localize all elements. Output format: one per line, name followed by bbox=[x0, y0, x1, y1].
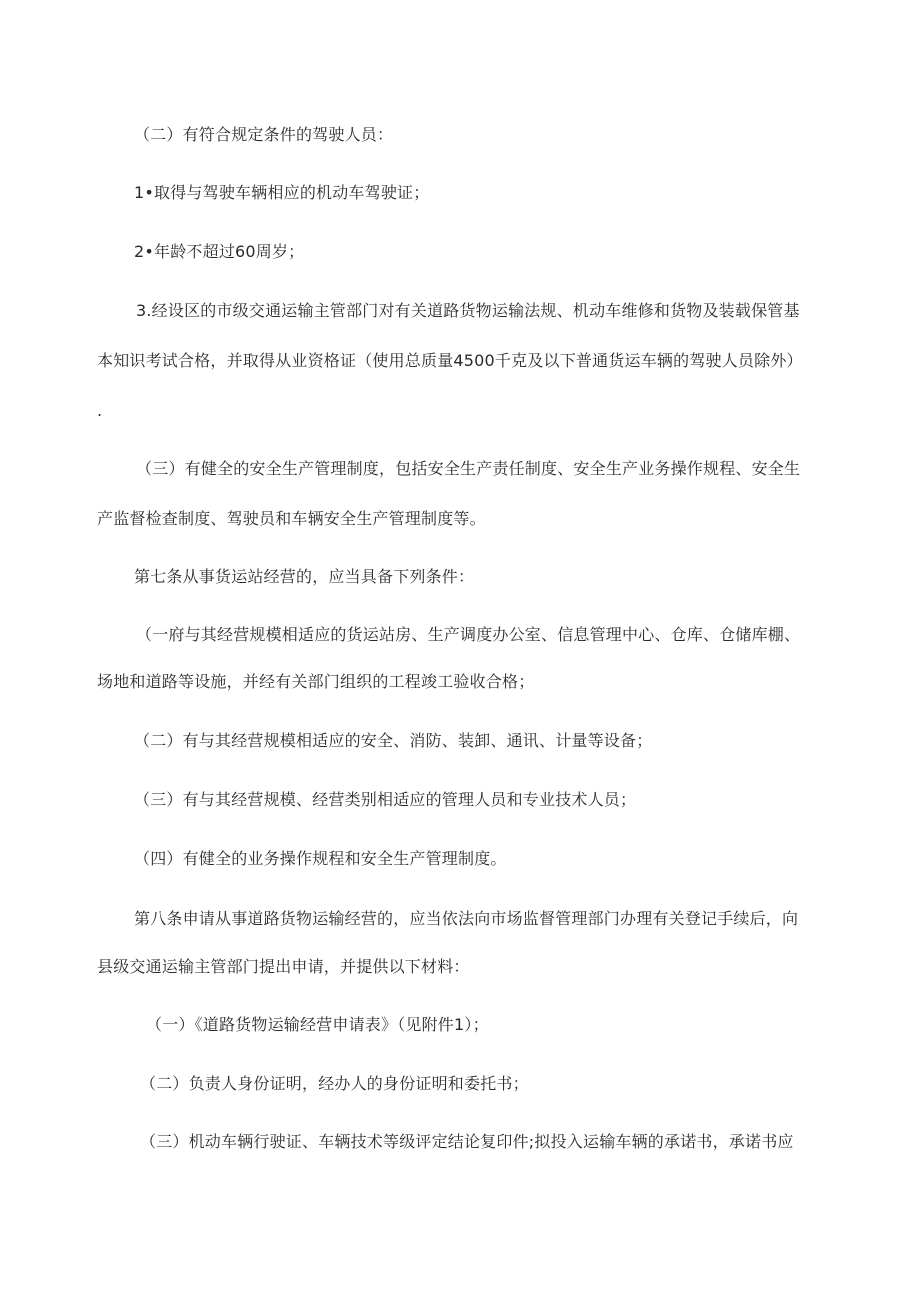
paragraph-line: （四）有健全的业务操作规程和安全生产管理制度。 bbox=[134, 849, 507, 868]
paragraph-line: 本知识考试合格，并取得从业资格证（使用总质量4500千克及以下普通货运车辆的驾驶人员除外） bbox=[97, 351, 803, 370]
paragraph-line: 2•年龄不超过60周岁； bbox=[134, 242, 305, 261]
paragraph-line: 产监督检查制度、驾驶员和车辆安全生产管理制度等。 bbox=[97, 509, 486, 528]
paragraph-line: （三）有健全的安全生产管理制度，包括安全生产责任制度、安全生产业务操作规程、安全生 bbox=[136, 459, 801, 478]
paragraph-line: （一府与其经营规模相适应的货运站房、生产调度办公室、信息管理中心、仓库、仓储库棚、 bbox=[136, 625, 801, 644]
paragraph-line: （二）负责人身份证明，经办人的身份证明和委托书； bbox=[140, 1074, 529, 1093]
paragraph-line: 场地和道路等设施，并经有关部门组织的工程竣工验收合格； bbox=[97, 672, 535, 691]
paragraph-line: 1•取得与驾驶车辆相应的机动车驾驶证； bbox=[134, 183, 430, 202]
paragraph-line: （二）有符合规定条件的驾驶人员： bbox=[134, 125, 394, 144]
paragraph-line: . bbox=[97, 401, 103, 420]
paragraph-line: （二）有与其经营规模相适应的安全、消防、装卸、通讯、计量等设备； bbox=[134, 731, 653, 750]
paragraph-line: （三）机动车辆行驶证、车辆技术等级评定结论复印件;拟投入运输车辆的承诺书，承诺书应 bbox=[140, 1132, 794, 1151]
paragraph-line: 第七条从事货运站经营的，应当具备下列条件： bbox=[134, 567, 475, 586]
paragraph-line: 3.经设区的市级交通运输主管部门对有关道路货物运输法规、机动车维修和货物及装载保管基 bbox=[136, 301, 800, 320]
paragraph-line: （三）有与其经营规模、经营类别相适应的管理人员和专业技术人员； bbox=[134, 790, 637, 809]
paragraph-line: 县级交通运输主管部门提出申请，并提供以下材料： bbox=[97, 957, 470, 976]
paragraph-line: 第八条申请从事道路货物运输经营的，应当依法向市场监督管理部门办理有关登记手续后，向 bbox=[134, 909, 799, 928]
paragraph-line: （一）《道路货物运输经营申请表》（见附件1）； bbox=[146, 1015, 489, 1034]
